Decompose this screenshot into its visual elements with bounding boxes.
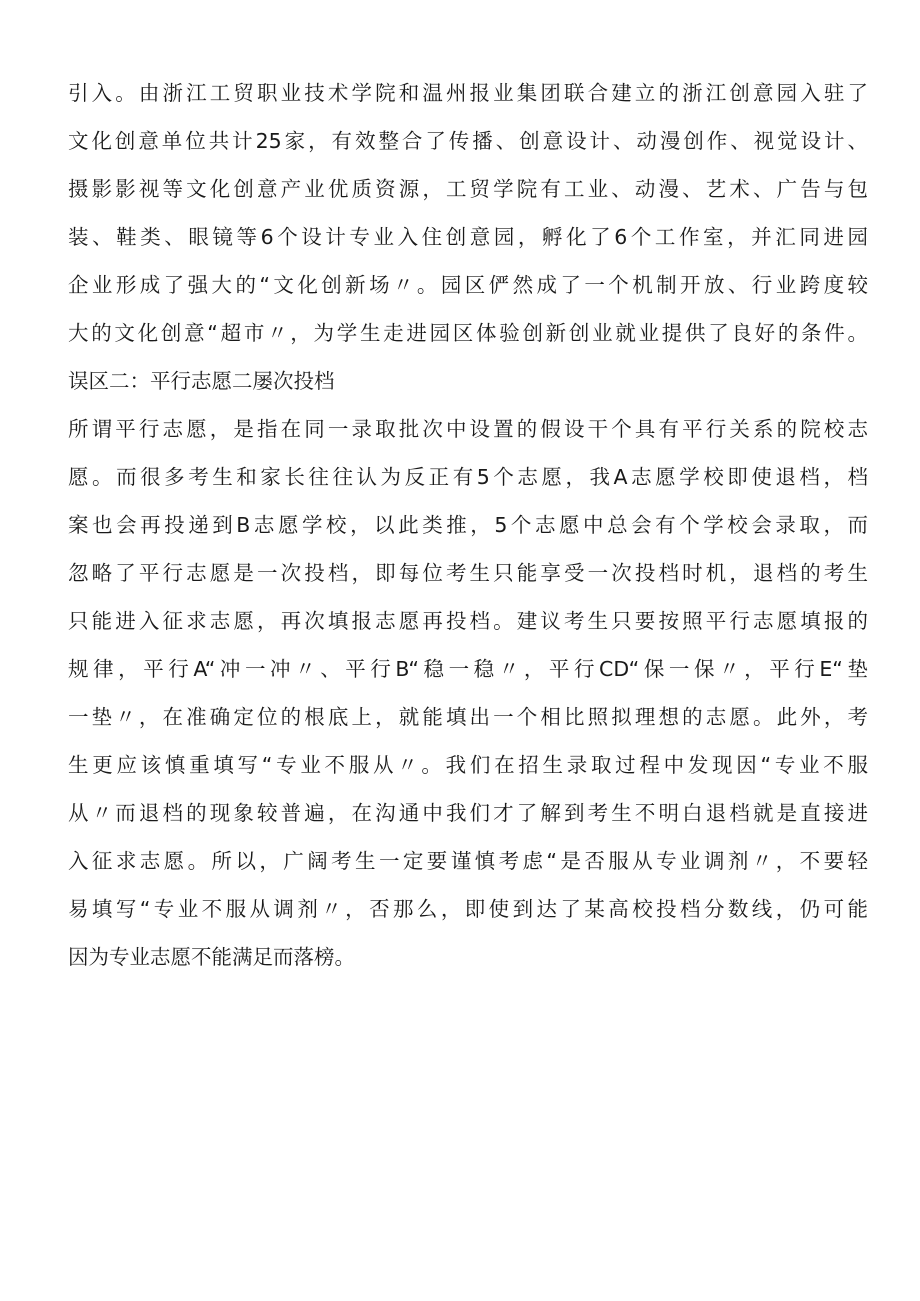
paragraph-2-line-1: 所谓平行志愿，是指在同一录取批次中设置的假设干个具有平行关系的院校志 <box>68 417 868 441</box>
paragraph-2-line-7: 一垫〃，在准确定位的根底上，就能填出一个相比照拟理想的志愿。此外，考 <box>68 705 868 729</box>
paragraph-1-line-3: 摄影影视等文化创意产业优质资源，工贸学院有工业、动漫、艺术、广告与包 <box>68 177 868 201</box>
paragraph-2-line-4: 忽略了平行志愿是一次投档，即每位考生只能享受一次投档时机，退档的考生 <box>68 561 868 585</box>
paragraph-2-line-2: 愿。而很多考生和家长往往认为反正有5个志愿，我A志愿学校即使退档，档 <box>68 465 868 489</box>
paragraph-1-line-2: 文化创意单位共计25家，有效整合了传播、创意设计、动漫创作、视觉设计、 <box>68 129 868 153</box>
section-heading: 误区二：平行志愿二屡次投档 <box>68 369 335 393</box>
paragraph-1-line-1: 引入。由浙江工贸职业技术学院和温州报业集团联合建立的浙江创意园入驻了 <box>68 81 868 105</box>
paragraph-2-line-12: 因为专业志愿不能满足而落榜。 <box>68 945 355 969</box>
paragraph-2-line-8: 生更应该慎重填写“专业不服从〃。我们在招生录取过程中发现因“专业不服 <box>68 753 868 777</box>
paragraph-1-line-4: 装、鞋类、眼镜等6个设计专业入住创意园，孵化了6个工作室，并汇同进园 <box>68 225 868 249</box>
paragraph-2-line-3: 案也会再投递到B志愿学校，以此类推，5个志愿中总会有个学校会录取，而 <box>68 513 868 537</box>
paragraph-2-line-11: 易填写“专业不服从调剂〃，否那么，即使到达了某高校投档分数线，仍可能 <box>68 897 868 921</box>
paragraph-2-line-5: 只能进入征求志愿，再次填报志愿再投档。建议考生只要按照平行志愿填报的 <box>68 609 868 633</box>
paragraph-2-line-6: 规律，平行A“冲一冲〃、平行B“稳一稳〃，平行CD“保一保〃，平行E“垫 <box>68 657 868 681</box>
paragraph-1-line-6: 大的文化创意“超市〃，为学生走进园区体验创新创业就业提供了良好的条件。 <box>68 321 868 345</box>
paragraph-2-line-9: 从〃而退档的现象较普遍，在沟通中我们才了解到考生不明白退档就是直接进 <box>68 801 868 825</box>
paragraph-1-line-5: 企业形成了强大的“文化创新场〃。园区俨然成了一个机制开放、行业跨度较 <box>68 273 868 297</box>
paragraph-2-line-10: 入征求志愿。所以，广阔考生一定要谨慎考虑“是否服从专业调剂〃，不要轻 <box>68 849 868 873</box>
